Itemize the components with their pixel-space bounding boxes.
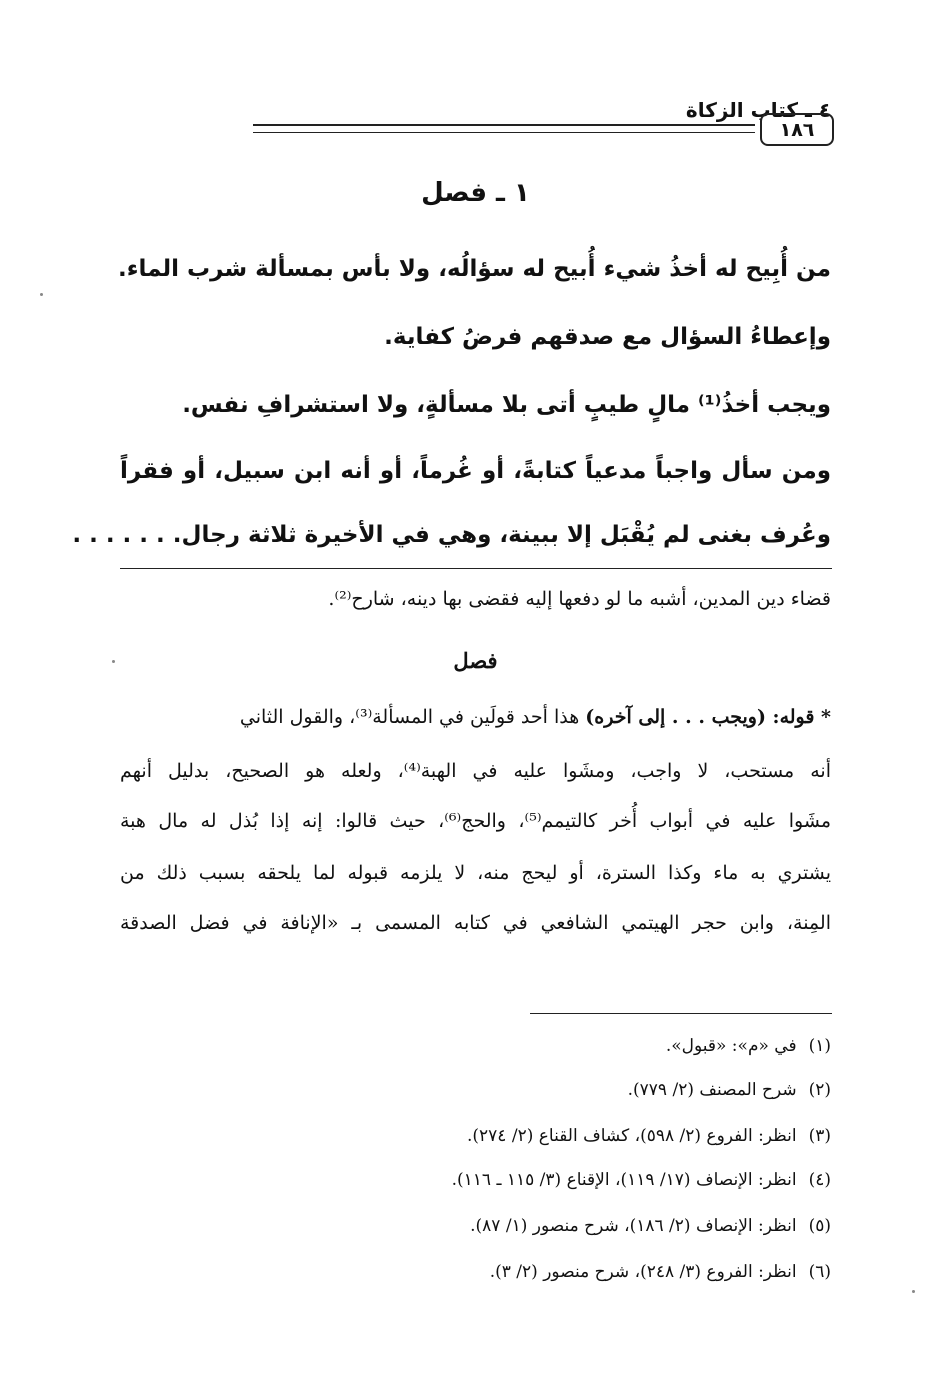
page-number: ١٨٦	[760, 113, 834, 146]
scan-speck	[40, 293, 43, 296]
commentary-line: أنه مستحب، لا واجب، ومشَوا عليه في الهبة⁽⁴⁾، ولعله هو الصحيح، بدليل أنهم	[120, 760, 831, 782]
commentary-line	[240, 706, 831, 728]
main-text-line: ويجب أخذُ⁽¹⁾ مالٍ طيبٍ أتى بلا مسألةٍ، ولا استشرافِ نفس.	[182, 392, 831, 418]
footnote-text: شرح المصنف (٢/ ٧٧٩).	[627, 1080, 797, 1100]
commentary-carry-line: قضاء دين المدين، أشبه ما لو دفعها إليه فقضى بها دينه، شارح⁽²⁾.	[328, 588, 831, 610]
footnote-item	[467, 1126, 831, 1146]
footnote-number: (٢)	[808, 1080, 831, 1100]
footnote-text: انظر: الإنصاف (٢/ ١٨٦)، شرح منصور (١/ ٨٧).	[470, 1216, 797, 1236]
scan-speck	[112, 660, 115, 663]
footnote-rule	[530, 1013, 832, 1014]
main-text-line: ومن سأل واجباً مدعياً كتابةً، أو غُرماً، أو أنه ابن سبيل، أو فقراً	[120, 458, 831, 484]
footnote-item	[452, 1170, 831, 1190]
main-text-line: وإعطاءُ السؤال مع صدقهم فرضُ كفاية.	[384, 324, 831, 350]
commentary-line-text: هذا أحد قولَين في المسألة⁽³⁾، والقول الثاني	[239, 706, 580, 728]
commentary-lead: * قوله: (ويجب . . . إلى آخره)	[585, 706, 831, 728]
footnote-text: انظر: الفروع (٣/ ٢٤٨)، شرح منصور (٢/ ٣).	[489, 1262, 797, 1282]
scan-speck	[912, 1290, 915, 1293]
running-head: ٤ ـ كتاب الزكاة	[685, 98, 831, 122]
footnote-item	[470, 1216, 831, 1236]
footnote-item	[666, 1036, 831, 1056]
footnote-item	[628, 1080, 831, 1100]
main-text-rule	[120, 568, 832, 569]
footnote-number: (٤)	[808, 1170, 831, 1190]
commentary-line: يشتري به ماء وكذا السترة، أو ليحج منه، لا يلزمه قبوله لما يلحقه بسبب ذلك من	[120, 862, 831, 884]
commentary-line: المِنة، وابن حجر الهيتمي الشافعي في كتابه المسمى بـ «الإنافة في فضل الصدقة	[120, 912, 831, 934]
footnote-number: (١)	[808, 1036, 831, 1056]
footnote-text: انظر: الإنصاف (١٧/ ١١٩)، الإقناع (٣/ ١١٥ ـ ١١٦).	[451, 1170, 797, 1190]
footnote-text: في «م»: «قبول».	[665, 1036, 797, 1056]
section-title: ١ ـ فصل	[421, 178, 530, 208]
commentary-line: مشَوا عليه في أبواب أُخر كالتيمم⁽⁵⁾، والحج⁽⁶⁾، حيث قالوا: إنه إذا بُذل له مال هبة	[120, 810, 831, 832]
main-text-line: وعُرف بغنى لم يُقْبَل إلا ببينة، وهي في الأخيرة ثلاثة رجال. . . . . . .	[72, 522, 831, 548]
footnote-number: (٥)	[808, 1216, 831, 1236]
footnote-item	[490, 1262, 831, 1282]
footnote-text: انظر: الفروع (٢/ ٥٩٨)، كشاف القناع (٢/ ٢٧٤).	[466, 1126, 797, 1146]
commentary-heading: فصل	[453, 648, 498, 673]
footnote-number: (٣)	[808, 1126, 831, 1146]
header-rule	[253, 124, 755, 133]
main-text-line: من أُبِيح له أخذُ شيء أُبيح له سؤالُه، ولا بأس بمسألة شرب الماء.	[117, 256, 831, 282]
footnote-number: (٦)	[808, 1262, 831, 1282]
